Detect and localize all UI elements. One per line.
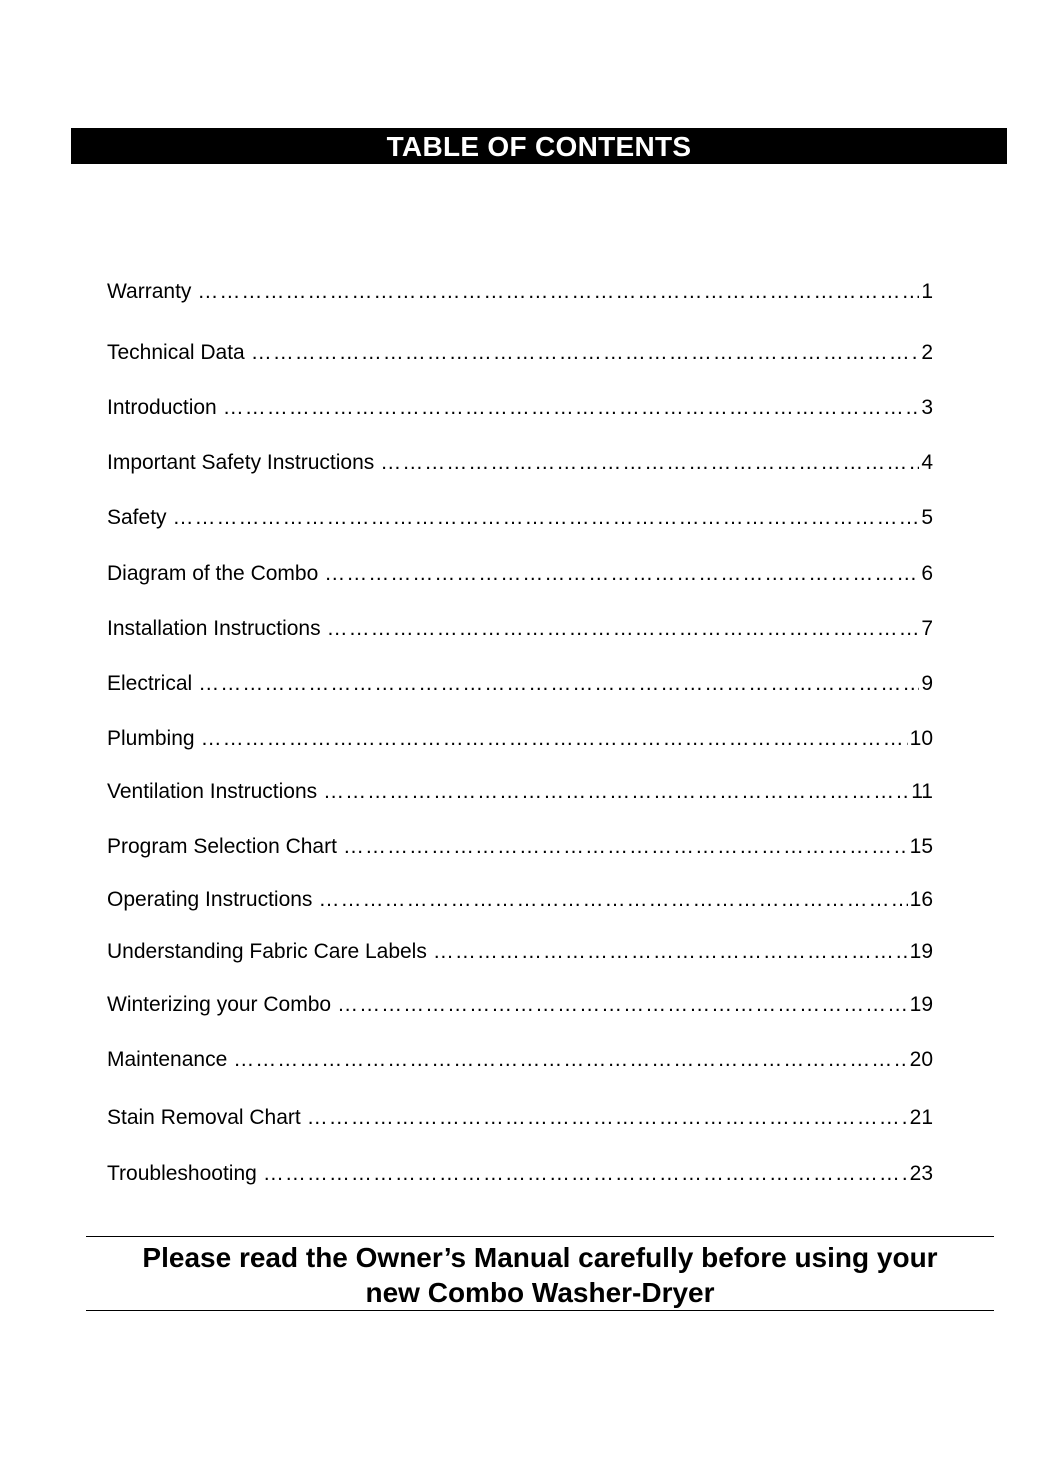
- toc-entry-label: Understanding Fabric Care Labels: [107, 940, 427, 963]
- notice-line-1: Please read the Owner’s Manual carefully before using your: [142, 1242, 938, 1273]
- notice-top-rule: [86, 1236, 994, 1237]
- toc-entry-page: 21: [909, 1106, 933, 1129]
- toc-entry-winterizing-your-combo[interactable]: [107, 991, 933, 1019]
- toc-dot-leader: [327, 615, 920, 643]
- toc-entry-label: Important Safety Instructions: [107, 451, 375, 474]
- notice-bottom-rule: [86, 1310, 994, 1311]
- toc-dot-leader: [343, 833, 908, 861]
- toc-entry-label: Warranty: [107, 280, 192, 303]
- toc-entry-page: 10: [909, 727, 933, 750]
- toc-dot-leader: [323, 778, 909, 806]
- toc-entry-label: Troubleshooting: [107, 1162, 257, 1185]
- toc-entry-electrical[interactable]: [107, 670, 933, 698]
- page-title: TABLE OF CONTENTS: [71, 128, 1007, 164]
- toc-dot-leader: [337, 991, 908, 1019]
- toc-dot-leader: [173, 504, 920, 532]
- toc-entry-page: 7: [921, 617, 933, 640]
- toc-entry-plumbing[interactable]: [107, 725, 933, 753]
- toc-entry-page: 16: [909, 888, 933, 911]
- toc-entry-label: Winterizing your Combo: [107, 993, 332, 1016]
- toc-dot-leader: [318, 886, 907, 914]
- toc-dot-leader: [307, 1104, 908, 1132]
- toc-entry-technical-data[interactable]: [107, 339, 933, 367]
- toc-dot-leader: [263, 1160, 908, 1188]
- notice-line-2: new Combo Washer-Dryer: [365, 1277, 715, 1308]
- toc-entry-page: 2: [921, 341, 933, 364]
- toc-entry-operating-instructions[interactable]: [107, 886, 933, 914]
- toc-dot-leader: [380, 449, 919, 477]
- toc-entry-label: Safety: [107, 506, 167, 529]
- toc-entry-page: 19: [909, 940, 933, 963]
- toc-entry-label: Installation Instructions: [107, 617, 321, 640]
- toc-entry-page: 19: [909, 993, 933, 1016]
- toc-entry-program-selection-chart[interactable]: [107, 833, 933, 861]
- toc-entry-page: 20: [909, 1048, 933, 1071]
- toc-entry-page: 3: [921, 396, 933, 419]
- toc-entry-warranty[interactable]: [107, 278, 933, 306]
- toc-entry-page: 11: [911, 780, 933, 803]
- toc-dot-leader: [223, 394, 920, 422]
- toc-entry-maintenance[interactable]: [107, 1046, 933, 1074]
- toc-entry-label: Operating Instructions: [107, 888, 313, 911]
- toc-entry-page: 23: [909, 1162, 933, 1185]
- toc-dot-leader: [198, 670, 919, 698]
- toc-entry-label: Electrical: [107, 672, 193, 695]
- toc-entry-ventilation-instructions[interactable]: [107, 778, 933, 806]
- toc-dot-leader: [233, 1046, 907, 1074]
- toc-entry-troubleshooting[interactable]: [107, 1160, 933, 1188]
- toc-entry-introduction[interactable]: [107, 394, 933, 422]
- toc-entry-page: 9: [921, 672, 933, 695]
- toc-entry-safety[interactable]: [107, 504, 933, 532]
- toc-entry-label: Plumbing: [107, 727, 195, 750]
- toc-dot-leader: [324, 560, 919, 588]
- toc-entry-label: Diagram of the Combo: [107, 562, 319, 585]
- toc-entry-label: Maintenance: [107, 1048, 228, 1071]
- read-manual-notice: [86, 1240, 994, 1310]
- toc-entry-label: Technical Data: [107, 341, 245, 364]
- toc-dot-leader: [197, 278, 919, 306]
- toc-entry-page: 1: [921, 280, 933, 303]
- toc-entry-page: 5: [921, 506, 933, 529]
- toc-dot-leader: [433, 938, 908, 966]
- toc-entry-diagram-of-the-combo[interactable]: [107, 560, 933, 588]
- toc-dot-leader: [201, 725, 908, 753]
- toc-entry-page: 6: [921, 562, 933, 585]
- toc-entry-label: Stain Removal Chart: [107, 1106, 301, 1129]
- toc-entry-label: Introduction: [107, 396, 217, 419]
- toc-dot-leader: [251, 339, 920, 367]
- toc-entry-stain-removal-chart[interactable]: [107, 1104, 933, 1132]
- toc-entry-important-safety-instructions[interactable]: [107, 449, 933, 477]
- toc-entry-label: Program Selection Chart: [107, 835, 337, 858]
- toc-entry-page: 15: [909, 835, 933, 858]
- toc-entry-understanding-fabric-care-labels[interactable]: [107, 938, 933, 966]
- toc-entry-page: 4: [921, 451, 933, 474]
- toc-entry-installation-instructions[interactable]: [107, 615, 933, 643]
- toc-entry-label: Ventilation Instructions: [107, 780, 318, 803]
